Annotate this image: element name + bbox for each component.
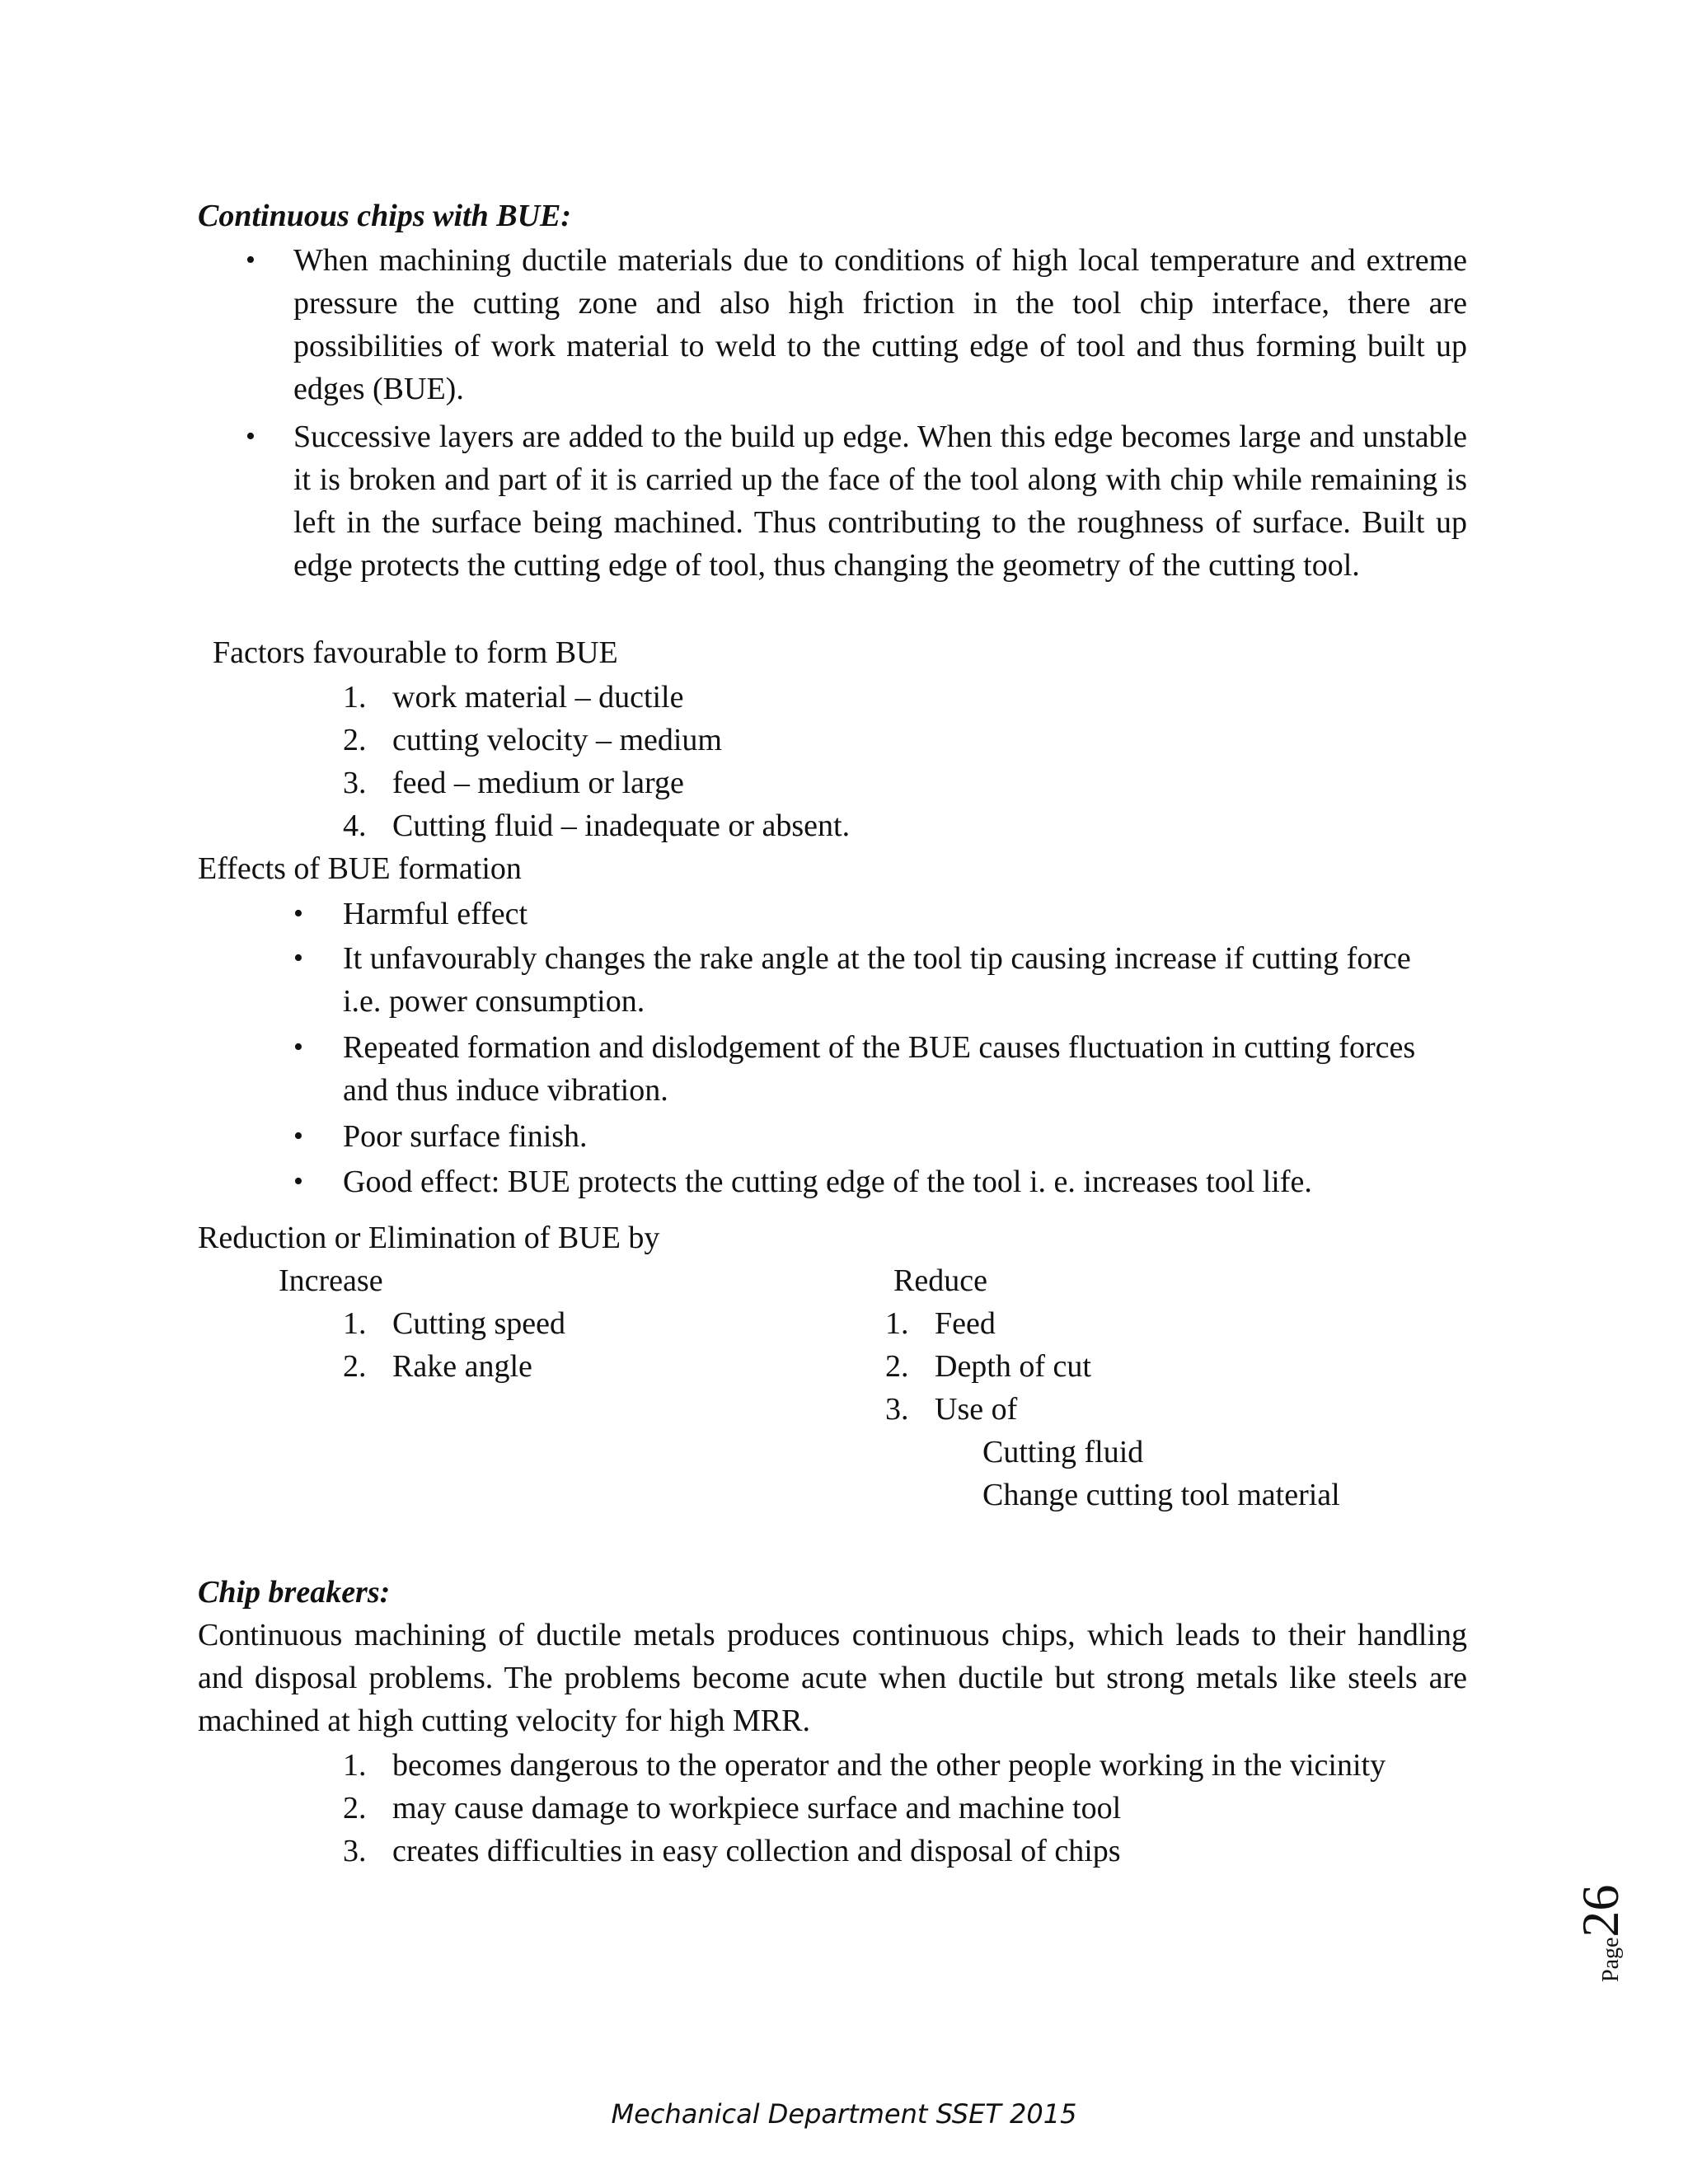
factors-title: Factors favourable to form BUE bbox=[213, 635, 618, 670]
chip-problem-item: becomes dangerous to the operator and the other people working in the vicinity bbox=[392, 1748, 1386, 1783]
bullet-icon: • bbox=[246, 421, 256, 452]
list-number: 1. bbox=[343, 680, 367, 715]
effect-item: Poor surface finish. bbox=[343, 1119, 588, 1154]
chip-breakers-paragraph: Continuous machining of ductile metals produces continuous chips, which leads to their handling and disposal problems. The problems become acute when ductile but strong metals like steels are machined at high cutting velocity for high MRR. bbox=[198, 1618, 1467, 1738]
bullet-icon: • bbox=[293, 1032, 303, 1062]
bullet-icon: • bbox=[293, 898, 303, 929]
page-footer: Mechanical Department SSET 2015 bbox=[611, 2098, 1077, 2130]
factor-item: feed – medium or large bbox=[392, 766, 684, 800]
chip-problem-item: creates difficulties in easy collection and disposal of chips bbox=[392, 1834, 1121, 1868]
list-number: 2. bbox=[343, 1791, 367, 1825]
list-number: 1. bbox=[343, 1748, 367, 1783]
increase-item: Cutting speed bbox=[392, 1306, 566, 1341]
reduce-item: Feed bbox=[935, 1306, 996, 1341]
reduce-item: Use of bbox=[935, 1392, 1018, 1427]
effect-item: Good effect: BUE protects the cutting edge of the tool i. e. increases tool life. bbox=[343, 1165, 1312, 1199]
bullet-icon: • bbox=[293, 1121, 303, 1151]
effect-item-cont: i.e. power consumption. bbox=[343, 984, 645, 1019]
reduction-title: Reduction or Elimination of BUE by bbox=[198, 1221, 660, 1255]
bullet-icon: • bbox=[293, 1166, 303, 1197]
list-number: 1. bbox=[885, 1306, 909, 1341]
factor-item: cutting velocity – medium bbox=[392, 723, 722, 757]
use-of-item: Cutting fluid bbox=[982, 1435, 1144, 1469]
list-number: 1. bbox=[343, 1306, 367, 1341]
chip-problem-item: may cause damage to workpiece surface and machine tool bbox=[392, 1791, 1122, 1825]
bue-bullet-2: Successive layers are added to the build up edge. When this edge becomes large and unstable it is broken and part of it is carried up the face of the tool along with chip while remaining is left in the surface being machined. Thus contributing to the roughness of surface. Built up edge protects the cutting edge of tool, thus changing the geometry of the cutting tool. bbox=[293, 419, 1467, 583]
section-heading-chip-breakers: Chip breakers: bbox=[198, 1575, 391, 1610]
effects-title: Effects of BUE formation bbox=[198, 851, 522, 886]
effect-item: It unfavourably changes the rake angle at the tool tip causing increase if cutting force bbox=[343, 941, 1411, 976]
effect-item: Repeated formation and dislodgement of the BUE causes fluctuation in cutting forces bbox=[343, 1030, 1416, 1065]
effect-item: Harmful effect bbox=[343, 897, 528, 931]
effect-item-cont: and thus induce vibration. bbox=[343, 1073, 668, 1108]
bullet-icon: • bbox=[293, 943, 303, 973]
page-number: 26 bbox=[1571, 1884, 1629, 1938]
bullet-icon: • bbox=[246, 245, 256, 275]
list-number: 4. bbox=[343, 808, 367, 843]
reduce-label: Reduce bbox=[893, 1263, 987, 1298]
reduce-item: Depth of cut bbox=[935, 1349, 1091, 1384]
page-label: Page bbox=[1598, 1937, 1624, 1982]
list-number: 2. bbox=[343, 1349, 367, 1384]
bue-bullet-1: When machining ductile materials due to conditions of high local temperature and extreme pressure the cutting zone and also high friction in the tool chip interface, there are possibilities of work material to weld to the cutting edge of tool and thus forming built up edges (BUE). bbox=[293, 243, 1467, 406]
list-number: 3. bbox=[343, 766, 367, 800]
section-heading-bue: Continuous chips with BUE: bbox=[198, 199, 572, 233]
factor-item: Cutting fluid – inadequate or absent. bbox=[392, 808, 851, 843]
increase-label: Increase bbox=[279, 1263, 383, 1298]
page-number-marker bbox=[1570, 1834, 1628, 1982]
increase-item: Rake angle bbox=[392, 1349, 532, 1384]
factor-item: work material – ductile bbox=[392, 680, 684, 715]
list-number: 2. bbox=[885, 1349, 909, 1384]
list-number: 2. bbox=[343, 723, 367, 757]
list-number: 3. bbox=[885, 1392, 909, 1427]
list-number: 3. bbox=[343, 1834, 367, 1868]
use-of-item: Change cutting tool material bbox=[982, 1478, 1340, 1512]
